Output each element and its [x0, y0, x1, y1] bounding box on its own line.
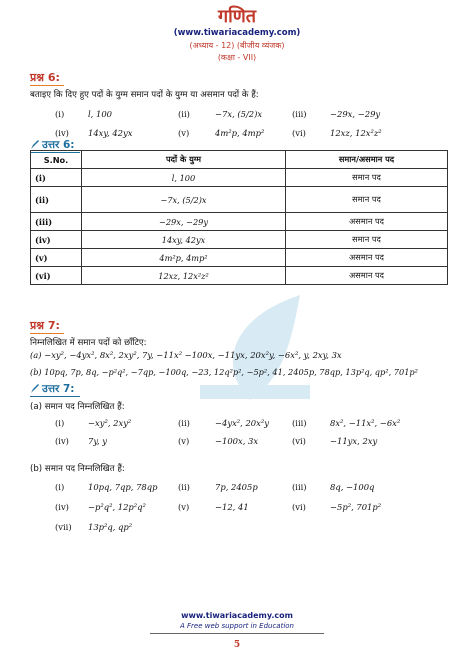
table-header-row [31, 151, 448, 169]
table-header-sno: S.No. [31, 151, 82, 169]
row-pair: 14xy, 42yx [82, 231, 286, 249]
q6-item-value: −7x, (5/2)x [215, 109, 263, 119]
a7a-item-value: 8x², −11x², −6x² [330, 418, 401, 428]
footer-site[interactable]: www.tiwariacademy.com [181, 611, 293, 620]
a7b-item-value: 10pq, 7qp, 78qp [88, 482, 158, 492]
a7b-item-value: 8q, −100q [330, 482, 375, 492]
table-row [31, 231, 448, 249]
row-pair: 4m²p, 4mp² [82, 249, 286, 267]
page-title: गणित [217, 6, 257, 27]
question-7-text: निम्नलिखित में समान पदों को छाँटिए: [30, 338, 147, 348]
footer-divider [150, 633, 324, 634]
row-sno: (i) [31, 169, 82, 187]
a7b-item-value: 13p²q, qp² [88, 522, 133, 532]
page-number: 5 [233, 640, 241, 650]
a7b-item-num: (vi) [292, 502, 306, 512]
a7a-item-num: (vi) [292, 436, 306, 446]
table-header-result: समान/असमान पद [286, 151, 448, 169]
a7b-item-value: −p²q², 12p²q² [88, 502, 146, 512]
a7b-item-num: (iv) [55, 502, 69, 512]
q6-item-num: (ii) [178, 109, 190, 119]
header-chapter: (अध्याय - 12) (बीजीय व्यंजक) [189, 41, 285, 50]
a7a-item-value: −11yx, 2xy [330, 436, 378, 446]
a7b-item-value: −5p², 701p² [330, 502, 382, 512]
a7b-item-num: (ii) [178, 482, 190, 492]
a7a-item-value: 7y, y [88, 436, 108, 446]
row-result: असमान पद [286, 213, 448, 231]
q6-item-value: l, 100 [88, 109, 112, 119]
answer-6-label-text: उत्तर 6: [42, 139, 75, 151]
row-pair: −7x, (5/2)x [82, 187, 286, 213]
row-sno: (iv) [31, 231, 82, 249]
answer-7-label-text: उत्तर 7: [42, 383, 75, 395]
q6-item-value: 14xy, 42yx [88, 128, 133, 138]
pen-icon [30, 383, 40, 394]
table-row [31, 249, 448, 267]
q6-item-num: (iii) [292, 109, 307, 119]
a7b-item-value: −12, 41 [215, 502, 249, 512]
row-pair: l, 100 [82, 169, 286, 187]
q6-item-value: −29x, −29y [330, 109, 381, 119]
row-result: समान पद [286, 169, 448, 187]
pen-icon [30, 139, 40, 150]
footer-tagline: A Free web support in Education [179, 622, 294, 630]
q6-item-num: (vi) [292, 128, 306, 138]
a7a-item-num: (iii) [292, 418, 307, 428]
header-site[interactable]: (www.tiwariacademy.com) [173, 28, 301, 38]
q6-item-num: (iv) [55, 128, 69, 138]
a7a-item-value: −100x, 3x [215, 436, 259, 446]
row-sno: (v) [31, 249, 82, 267]
a7a-item-num: (i) [55, 418, 65, 428]
row-pair: −29x, −29y [82, 213, 286, 231]
a7a-item-num: (iv) [55, 436, 69, 446]
a7a-item-value: −4yx², 20x²y [215, 418, 269, 428]
q6-item-num: (v) [178, 128, 190, 138]
q6-item-value: 12xz, 12x²z² [330, 128, 382, 138]
answer-6-table [30, 150, 448, 285]
row-result: असमान पद [286, 267, 448, 285]
table-header-pair: पदों के युग्म [82, 151, 286, 169]
a7a-item-value: −xy², 2xy² [88, 418, 132, 428]
table-row [31, 267, 448, 285]
question-6-label: प्रश्न 6: [30, 70, 64, 86]
row-sno: (ii) [31, 187, 82, 213]
row-result: समान पद [286, 231, 448, 249]
row-result: असमान पद [286, 249, 448, 267]
a7b-item-num: (vii) [55, 522, 72, 532]
a7b-item-value: 7p, 2405p [215, 482, 258, 492]
answer-7-a-intro: (a) समान पद निम्नलिखित हैं: [30, 402, 125, 412]
table-row [31, 169, 448, 187]
row-sno: (vi) [31, 267, 82, 285]
a7b-item-num: (i) [55, 482, 65, 492]
a7a-item-num: (ii) [178, 418, 190, 428]
answer-7-b-intro: (b) समान पद निम्नलिखित हैं: [30, 464, 125, 474]
row-result: समान पद [286, 187, 448, 213]
answer-7-label [30, 382, 80, 397]
table-row [31, 213, 448, 231]
a7b-item-num: (iii) [292, 482, 307, 492]
row-pair: 12xz, 12x²z² [82, 267, 286, 285]
table-row [31, 187, 448, 213]
q6-item-value: 4m²p, 4mp² [215, 128, 265, 138]
question-7-label: प्रश्न 7: [30, 318, 64, 334]
q6-item-num: (i) [55, 109, 65, 119]
question-7-part-a: (a) −xy², −4yx², 8x², 2xy², 7y, −11x² −100x, −11yx, 20x²y, −6x², y, 2xy, 3x [30, 350, 342, 360]
a7b-item-num: (v) [178, 502, 190, 512]
question-7-part-b: (b) 10pq, 7p, 8q, −p²q², −7qp, −100q, −23, 12q²p², −5p², 41, 2405p, 78qp, 13p²q, qp², 701p² [30, 367, 418, 377]
row-sno: (iii) [31, 213, 82, 231]
question-6-text: बताइए कि दिए हुए पदों के युग्म समान पदों के युग्म या असमान पदों के हैं: [30, 90, 259, 100]
header-class: (कक्षा - VII) [217, 53, 257, 62]
a7a-item-num: (v) [178, 436, 190, 446]
